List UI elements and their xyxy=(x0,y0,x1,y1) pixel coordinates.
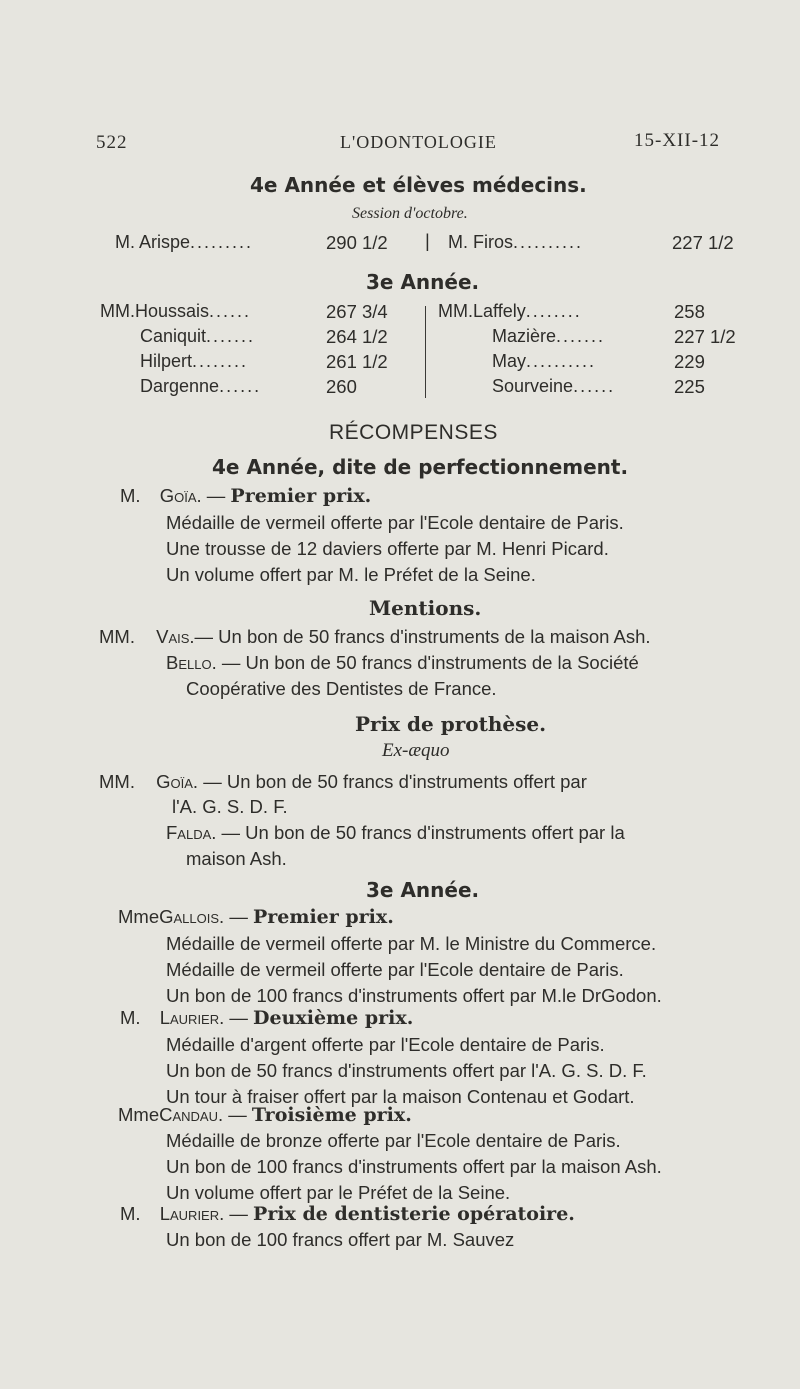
result-row: May.......... xyxy=(492,351,597,371)
award-item: Un bon de 100 francs d'instruments offert par la maison Ash. xyxy=(166,1156,662,1177)
exaequo-label: Ex-æquo xyxy=(382,740,450,761)
student-name: Laurier. xyxy=(159,1007,225,1028)
result-row xyxy=(115,232,253,253)
award-line-cont: maison Ash. xyxy=(186,848,287,869)
score: 290 1/2 xyxy=(326,232,388,253)
score: 264 1/2 xyxy=(326,326,388,347)
student-name: Falda. xyxy=(166,822,217,843)
student-name: Bello. xyxy=(166,652,217,673)
prize-title: Premier prix. xyxy=(230,485,372,507)
award-item: Un bon de 100 francs d'instruments offert par M.le DrGodon. xyxy=(166,985,662,1006)
prothese-heading: Prix de prothèse. xyxy=(355,712,547,736)
prize-title: Deuxième prix. xyxy=(253,1007,414,1029)
prize-title: Troisième prix. xyxy=(251,1104,412,1126)
student-name: Gallois. xyxy=(159,906,225,927)
student-name: Candau. xyxy=(159,1104,224,1125)
result-row: MM.Laffely........ xyxy=(438,301,582,321)
prefix: M. xyxy=(120,485,141,506)
award-item: Un volume offert par le Préfet de la Seine. xyxy=(166,1182,511,1203)
result-row: Hilpert........ xyxy=(140,351,249,371)
award-item: Un bon de 100 francs offert par M. Sauvez xyxy=(166,1229,515,1250)
award-item: Médaille de vermeil offerte par l'Ecole dentaire de Paris. xyxy=(166,512,624,533)
running-title: L'ODONTOLOGIE xyxy=(340,132,497,152)
score: 260 xyxy=(326,376,357,397)
recompenses-title: RÉCOMPENSES xyxy=(329,421,498,444)
section-heading-perfectionnement: 4e Année, dite de perfectionnement. xyxy=(212,455,629,479)
column-divider xyxy=(425,306,426,398)
award-item: Médaille d'argent offerte par l'Ecole dentaire de Paris. xyxy=(166,1034,605,1055)
mentions-heading: Mentions. xyxy=(369,596,482,620)
award-line: M. Laurier. — Deuxième prix. xyxy=(120,1007,414,1029)
score: 225 xyxy=(674,376,705,397)
student-name: Goïa. xyxy=(159,485,202,506)
score: 229 xyxy=(674,351,705,372)
student-name: M. Firos xyxy=(448,232,513,252)
score: 258 xyxy=(674,301,705,322)
award-item: Une trousse de 12 daviers offerte par M. Henri Picard. xyxy=(166,538,609,559)
prize-title: Premier prix. xyxy=(252,906,394,928)
result-row xyxy=(448,232,583,253)
section-heading-3e-annee-prizes: 3e Année. xyxy=(366,878,480,902)
award-line: MmeGallois. — Premier prix. xyxy=(118,906,394,928)
award-line: MM. Goïa. — Un bon de 50 francs d'instruments offert par xyxy=(99,771,587,792)
session-subheading: Session d'octobre. xyxy=(352,205,468,222)
award-line-cont: l'A. G. S. D. F. xyxy=(172,796,288,817)
student-name: Goïa. xyxy=(156,771,199,792)
award-item: Médaille de vermeil offerte par l'Ecole dentaire de Paris. xyxy=(166,959,624,980)
score: 267 3/4 xyxy=(326,301,388,322)
award-line: MmeCandau. — Troisième prix. xyxy=(118,1104,412,1126)
student-name: Vais. xyxy=(156,626,195,647)
column-separator: | xyxy=(425,230,430,251)
result-row: Mazière....... xyxy=(492,326,606,346)
section-heading-3e-annee: 3e Année. xyxy=(366,270,480,294)
page-number: 522 xyxy=(96,132,128,153)
award-item: Médaille de vermeil offerte par M. le Ministre du Commerce. xyxy=(166,933,657,954)
mention-line-cont: Coopérative des Dentistes de France. xyxy=(186,678,497,699)
award-item: Un bon de 50 francs d'instruments offert par l'A. G. S. D. F. xyxy=(166,1060,647,1081)
prize-title: Prix de dentisterie opératoire. xyxy=(253,1203,575,1225)
award-item: Un volume offert par M. le Préfet de la Seine. xyxy=(166,564,536,585)
result-row: Caniquit....... xyxy=(140,326,256,346)
student-name: Laurier. xyxy=(159,1203,225,1224)
mention-line: Bello. — Un bon de 50 francs d'instruments de la Société xyxy=(166,652,639,673)
award-line: Falda. — Un bon de 50 francs d'instruments offert par la xyxy=(166,822,625,843)
award-item: Un tour à fraiser offert par la maison Contenau et Godart. xyxy=(166,1086,635,1107)
award-line: M. Laurier. — Prix de dentisterie opératoire. xyxy=(120,1203,575,1225)
score: 227 1/2 xyxy=(674,326,736,347)
student-name: M. Arispe xyxy=(115,232,191,252)
result-row: Dargenne...... xyxy=(140,376,262,396)
mention-line: MM. Vais.— Un bon de 50 francs d'instruments de la maison Ash. xyxy=(99,626,651,647)
score: 261 1/2 xyxy=(326,351,388,372)
section-heading-4e-annee: 4e Année et élèves médecins. xyxy=(250,173,587,197)
issue-date: 15-XII-12 xyxy=(634,130,721,151)
leader-dots: ......... xyxy=(190,232,254,252)
award-line: M. Goïa. — Premier prix. xyxy=(120,485,372,507)
leader-dots: .......... xyxy=(513,232,584,252)
result-row: MM.Houssais...... xyxy=(100,301,252,321)
result-row: Sourveine...... xyxy=(492,376,616,396)
score: 227 1/2 xyxy=(672,232,734,253)
award-item: Médaille de bronze offerte par l'Ecole dentaire de Paris. xyxy=(166,1130,621,1151)
